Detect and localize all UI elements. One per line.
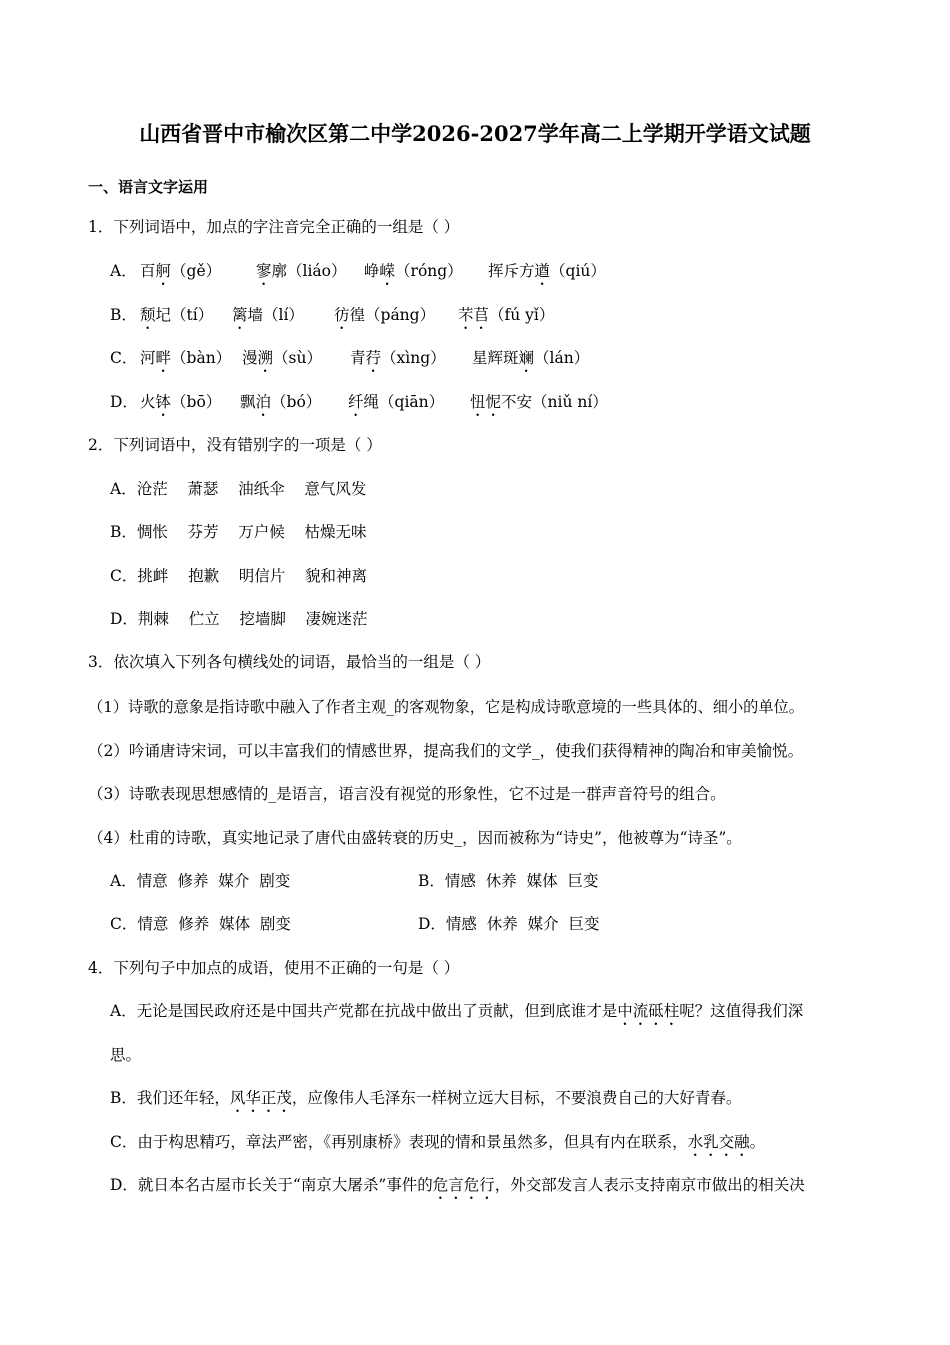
question-1-option-a: A． 百舸（gě） 寥廓（liáo） 峥嵘（róng） 挥斥方遒（qiú） bbox=[110, 261, 137, 281]
question-3-sentence-1: （1）诗歌的意象是指诗歌中融入了作者主观_的客观物象，它是构成诗歌意境的一些具体的、细小的单位。 bbox=[88, 698, 804, 716]
question-3-stem: 3．依次填入下列各句横线处的词语，最恰当的一组是（ ） bbox=[88, 653, 491, 671]
question-1-option-b: B． 颓圮（tí） 篱墙（lí） 彷徨（páng） 芣苢（fú yǐ） bbox=[110, 305, 137, 325]
option-c-word-1: 河畔（bàn） bbox=[140, 349, 232, 367]
question-4-option-a-continued: 思。 bbox=[110, 1046, 142, 1064]
exam-title: 山西省晋中市榆次区第二中学2026-2027学年高二上学期开学语文试题 bbox=[139, 121, 811, 146]
option-a-word-2: 寥廓（liáo） bbox=[256, 262, 347, 280]
option-b-word-4: 芣苢（fú yǐ） bbox=[458, 306, 555, 324]
question-2-option-a: A．沧茫 萧瑟 油纸伞 意气风发 bbox=[110, 480, 367, 498]
option-b-word-3: 彷徨（páng） bbox=[334, 306, 436, 324]
question-3-option-a: A．情意 修养 媒介 剧变 bbox=[110, 872, 291, 890]
idiom-a: 中流砥柱 bbox=[617, 1002, 680, 1020]
question-4-option-d: D．就日本名古屋市长关于“南京大屠杀”事件的危言危行，外交部发言人表示支持南京市做出的相关决 bbox=[110, 1176, 805, 1194]
option-a-word-3: 峥嵘（róng） bbox=[364, 262, 463, 280]
question-2-option-c: C．挑衅 抱歉 明信片 貌和神离 bbox=[110, 567, 367, 585]
idiom-c: 水乳交融 bbox=[687, 1133, 750, 1151]
question-2-option-d: D．荆棘 伫立 挖墙脚 凄婉迷茫 bbox=[110, 610, 368, 628]
idiom-d: 危言危行 bbox=[432, 1176, 495, 1194]
question-1-stem: 1．下列词语中，加点的字注音完全正确的一组是（ ） bbox=[88, 218, 460, 236]
option-d-word-3: 纤绳（qiān） bbox=[348, 393, 445, 411]
question-3-option-b: B．情感 休养 媒体 巨变 bbox=[418, 872, 599, 890]
question-4-option-c: C．由于构思精巧，章法严密，《再别康桥》表现的情和景虽然多，但具有内在联系，水乳交融。 bbox=[110, 1133, 766, 1151]
option-c-word-2: 漫溯（sù） bbox=[242, 349, 322, 367]
section-heading: 一、语言文字运用 bbox=[88, 178, 209, 196]
question-3-sentence-2: （2）吟诵唐诗宋词，可以丰富我们的情感世界，提高我们的文学_，使我们获得精神的陶冶和审美愉悦。 bbox=[88, 742, 804, 760]
question-4-option-b: B．我们还年轻，风华正茂，应像伟人毛泽东一样树立远大目标，不要浪费自己的大好青春。 bbox=[110, 1089, 742, 1107]
question-3-option-d: D．情感 休养 媒介 巨变 bbox=[418, 915, 600, 933]
idiom-b: 风华正茂 bbox=[229, 1089, 292, 1107]
question-4-stem: 4．下列句子中加点的成语，使用不正确的一句是（ ） bbox=[88, 959, 460, 977]
option-d-word-4: 忸怩不安（niǔ ní） bbox=[470, 393, 608, 411]
option-b-word-1: 颓圮（tí） bbox=[140, 306, 214, 324]
question-1-option-d: D． 火钵（bō） 飘泊（bó） 纤绳（qiān） 忸怩不安（niǔ ní） bbox=[110, 392, 138, 412]
question-2-stem: 2．下列词语中，没有错别字的一项是（ ） bbox=[88, 436, 382, 454]
option-a-word-1: 百舸（gě） bbox=[140, 262, 222, 280]
option-a-word-4: 挥斥方遒（qiú） bbox=[488, 262, 606, 280]
option-d-word-1: 火钵（bō） bbox=[140, 393, 222, 411]
question-2-option-b: B．惆怅 芬芳 万户候 枯燥无味 bbox=[110, 523, 367, 541]
option-d-word-2: 飘泊（bó） bbox=[240, 393, 322, 411]
question-3-option-c: C．情意 修养 媒体 剧变 bbox=[110, 915, 291, 933]
question-3-sentence-4: （4）杜甫的诗歌，真实地记录了唐代由盛转衰的历史_，因而被称为“诗史”，他被尊为“诗圣”。 bbox=[88, 829, 742, 847]
option-c-word-4: 星辉斑斓（lán） bbox=[472, 349, 590, 367]
question-1-option-c: C． 河畔（bàn） 漫溯（sù） 青荇（xìng） 星辉斑斓（lán） bbox=[110, 348, 137, 368]
question-4-option-a: A．无论是国民政府还是中国共产党都在抗战中做出了贡献，但到底谁才是中流砥柱呢？这值得我们深 bbox=[110, 1002, 804, 1020]
option-b-word-2: 篱墙（lí） bbox=[232, 306, 304, 324]
option-c-word-3: 青荇（xìng） bbox=[350, 349, 446, 367]
question-3-sentence-3: （3）诗歌表现思想感情的_是语言，语言没有视觉的形象性，它不过是一群声音符号的组合。 bbox=[88, 785, 726, 803]
